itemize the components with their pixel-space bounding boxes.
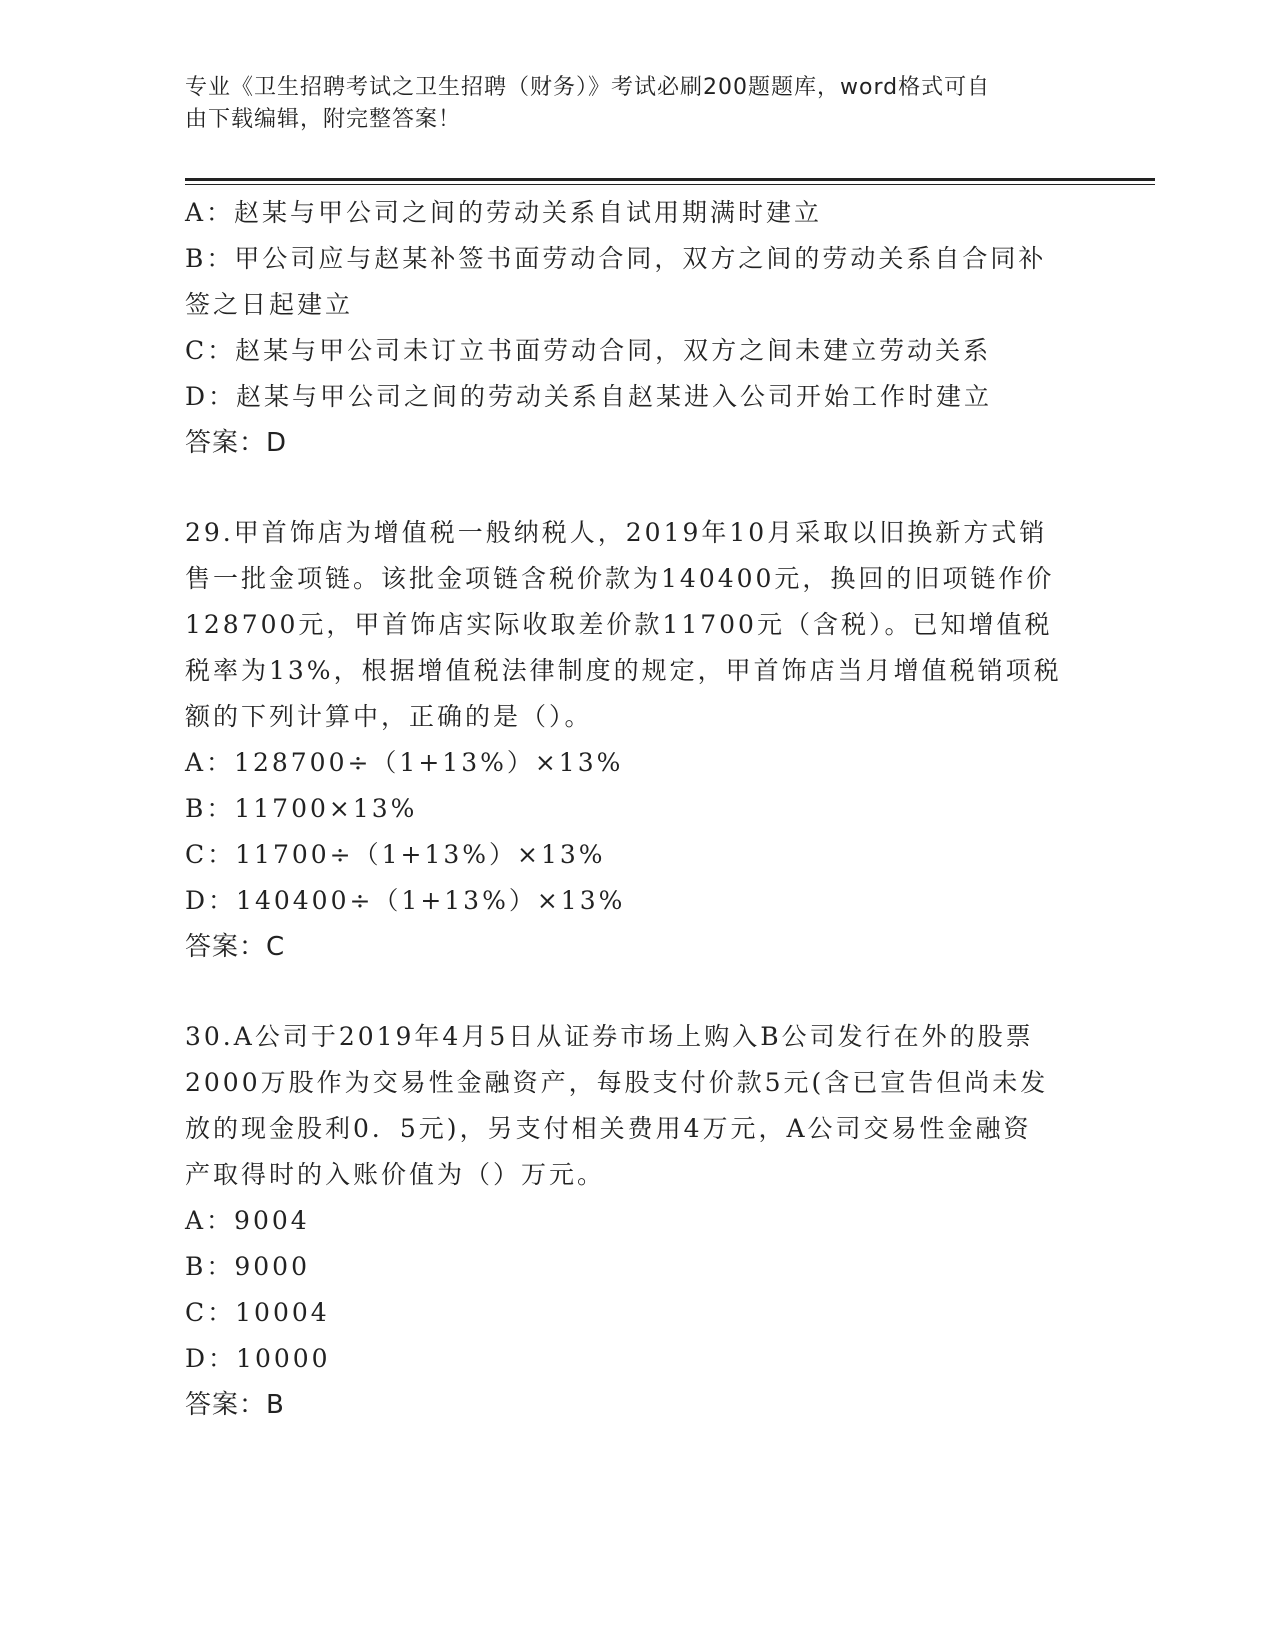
q28-option-c: C：赵某与甲公司未订立书面劳动合同，双方之间未建立劳动关系 [185, 336, 992, 365]
header-line-2: 由下载编辑，附完整答案！ [185, 107, 462, 132]
q30-stem-line-1: 30.A公司于2019年4月5日从证券市场上购入B公司发行在外的股票 [185, 1022, 1034, 1051]
q30-stem-line-4: 产取得时的入账价值为（）万元。 [185, 1160, 606, 1189]
q29-option-d: D：140400÷（1+13%）×13% [185, 886, 626, 915]
q28-option-d: D：赵某与甲公司之间的劳动关系自赵某进入公司开始工作时建立 [185, 382, 993, 411]
q30-option-d: D：10000 [185, 1344, 331, 1373]
question-content [185, 190, 1085, 1428]
q28-answer: 答案：D [185, 428, 288, 458]
header-divider-thick [185, 178, 1155, 181]
question-30 [185, 1014, 1085, 1428]
q29-answer: 答案：C [185, 932, 286, 962]
q29-stem-line-4: 税率为13%，根据增值税法律制度的规定，甲首饰店当月增值税销项税 [185, 656, 1062, 685]
q30-option-c: C：10004 [185, 1298, 330, 1327]
q28-option-b-line-1: B：甲公司应与赵某补签书面劳动合同，双方之间的劳动关系自合同补 [185, 244, 1047, 273]
spacer [185, 970, 1085, 1014]
q30-option-b: B：9000 [185, 1252, 310, 1281]
q28-option-a: A：赵某与甲公司之间的劳动关系自试用期满时建立 [185, 198, 823, 227]
q29-option-c: C：11700÷（1+13%）×13% [185, 840, 606, 869]
question-29 [185, 510, 1085, 970]
q29-option-a: A：128700÷（1+13%）×13% [185, 748, 624, 777]
q30-stem-line-2: 2000万股作为交易性金融资产，每股支付价款5元(含已宣告但尚未发 [185, 1068, 1049, 1097]
header-divider-thin [185, 184, 1155, 185]
q28-option-b-line-2: 签之日起建立 [185, 290, 354, 319]
q29-stem-line-1: 29.甲首饰店为增值税一般纳税人，2019年10月采取以旧换新方式销 [185, 518, 1048, 547]
q29-stem-line-2: 售一批金项链。该批金项链含税价款为140400元，换回的旧项链作价 [185, 564, 1055, 593]
q29-stem-line-5: 额的下列计算中，正确的是（）。 [185, 702, 593, 731]
document-header [185, 72, 1065, 136]
question-28-options [185, 190, 1085, 466]
q30-option-a: A：9004 [185, 1206, 310, 1235]
spacer [185, 466, 1085, 510]
q30-answer: 答案：B [185, 1390, 285, 1420]
q30-stem-line-3: 放的现金股利0．5元)，另支付相关费用4万元，A公司交易性金融资 [185, 1114, 1032, 1143]
header-line-1: 专业《卫生招聘考试之卫生招聘（财务）》考试必刷200题题库，word格式可自 [185, 75, 991, 100]
q29-option-b: B：11700×13% [185, 794, 418, 823]
q29-stem-line-3: 128700元，甲首饰店实际收取差价款11700元（含税）。已知增值税 [185, 610, 1053, 639]
